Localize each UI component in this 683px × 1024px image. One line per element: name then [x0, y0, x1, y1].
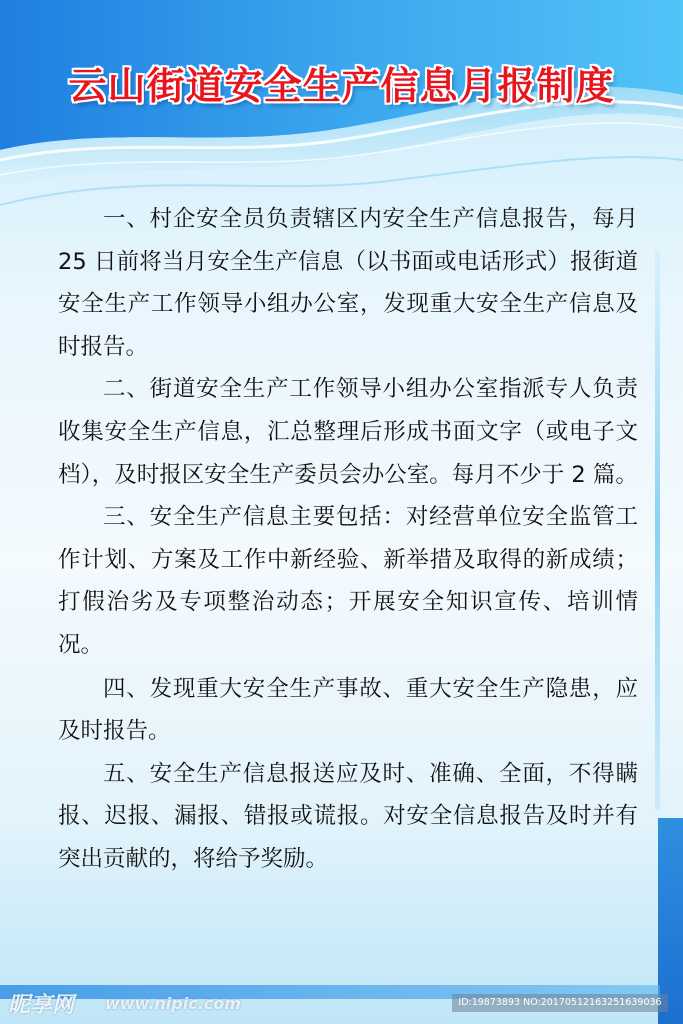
image-id-strip: ID:19873893 NO:20170512163251639036: [452, 994, 668, 1012]
side-accent-bar: [655, 250, 660, 810]
header-wave-band: [0, 0, 683, 230]
watermark-logo: 昵享网: [8, 993, 75, 1018]
paragraph-1: 一、村企安全员负责辖区内安全生产信息报告，每月 25 日前将当月安全生产信息（以书面或电话形式）报街道安全生产工作领导小组办公室，发现重大安全生产信息及时报告。: [58, 206, 638, 360]
page-title: 云山街道安全生产信息月报制度: [68, 64, 615, 108]
paragraph-4: 四、发现重大安全生产事故、重大安全生产隐患，应及时报告。: [58, 675, 638, 745]
paragraph-3: 三、安全生产信息主要包括：对经营单位安全监管工作计划、方案及工作中新经验、新举措及取得的新成绩；打假治劣及专项整治动态；开展安全知识宣传、培训情况。: [58, 504, 638, 658]
regulation-body: [58, 198, 638, 881]
watermark-url: www.nipic.com: [105, 994, 241, 1013]
paragraph-2: 二、街道安全生产工作领导小组办公室指派专人负责收集安全生产信息，汇总整理后形成书面文字（或电子文档），及时报区安全生产委员会办公室。每月不少于 2 篇。: [58, 376, 638, 488]
paragraph-5: 五、安全生产信息报送应及时、准确、全面，不得瞒报、迟报、漏报、错报或谎报。对安全信息报告及时并有突出贡献的，将给予奖励。: [58, 760, 638, 872]
